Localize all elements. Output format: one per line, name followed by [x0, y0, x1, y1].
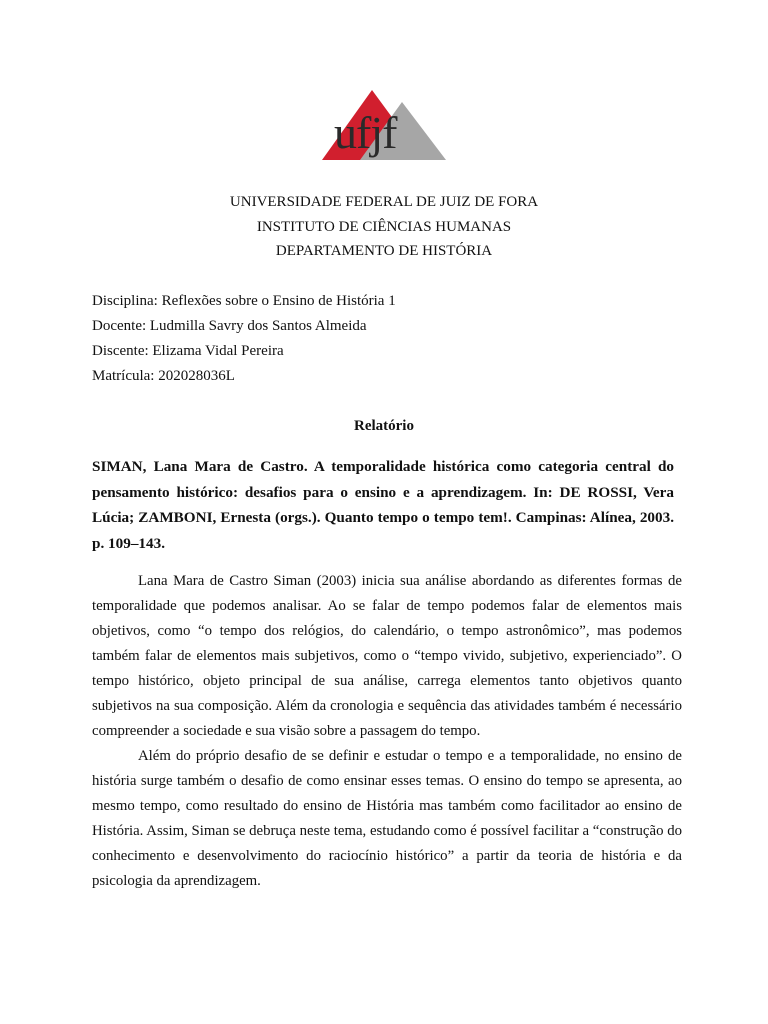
teacher-line: Docente: Ludmilla Savry dos Santos Almeida: [92, 318, 367, 334]
logo-wordmark: ufjf: [334, 107, 397, 158]
ufjf-logo: [322, 88, 446, 168]
institution-header: [0, 190, 768, 264]
student-line: Discente: Elizama Vidal Pereira: [92, 343, 284, 359]
report-body: [92, 569, 682, 894]
institute-name: INSTITUTO DE CIÊNCIAS HUMANAS: [256, 218, 512, 235]
body-paragraph: Além do próprio desafio de se definir e estudar o tempo e a temporalidade, no ensino de história surge também o desafio de como ensinar esses temas. O ensino do tempo se apresenta, ao mesmo tempo, como resultado do ensino de História mas também como facilitador ao ensino de História. Assim, Siman se debruça neste tema, estudando como é possível facilitar a “construção do conhecimento e desenvolvimento do raciocínio histórico” a partir da teoria de história e da psicologia da aprendizagem.: [92, 748, 682, 889]
report-title: Relatório: [354, 418, 414, 434]
discipline-line: Disciplina: Reflexões sobre o Ensino de História 1: [92, 293, 396, 309]
body-paragraph: Lana Mara de Castro Siman (2003) inicia sua análise abordando as diferentes formas de temporalidade que podemos analisar. Ao se falar de tempo podemos falar de elementos mais objetivos, como “o tempo dos relógios, do calendário, o tempo astronômico”, mas podemos também falar de elementos mais subjetivos, como o “tempo vivido, subjetivo, experienciado”. O tempo histórico, objeto principal de sua análise, carrega elementos tanto objetivos quanto subjetivos na sua composição. Além da cronologia e sequência das atividades também é necessário compreender a sociedade e sua visão sobre a passagem do tempo.: [92, 573, 682, 739]
department-name: DEPARTAMENTO DE HISTÓRIA: [275, 243, 493, 259]
bibliographic-citation: SIMAN, Lana Mara de Castro. A temporalidade histórica como categoria central do pensamento histórico: desafios para o ensino e a aprendizagem. In: DE ROSSI, Vera Lúcia; ZAMBONI, Ernesta (orgs.). Quanto tempo o tempo tem!. Campinas: Alínea, 2003. p. 109–143.: [92, 458, 674, 552]
course-info: [92, 289, 396, 389]
registration-line: Matrícula: 202028036L: [92, 368, 235, 384]
university-name: UNIVERSIDADE FEDERAL DE JUIZ DE FORA: [229, 194, 539, 210]
